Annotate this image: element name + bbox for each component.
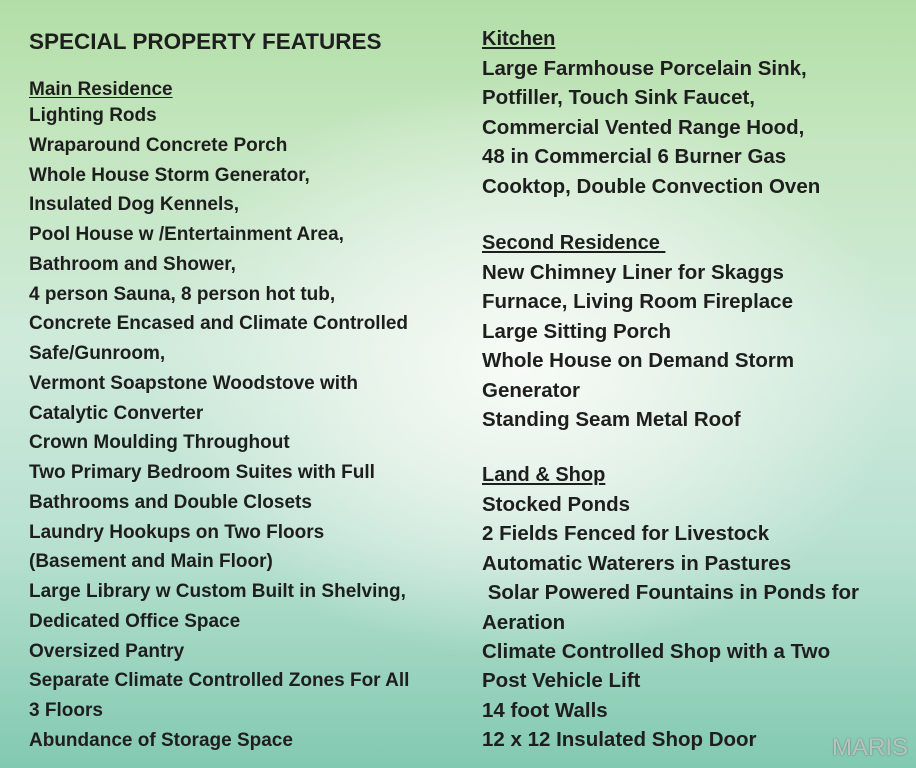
list-item: 3 Floors	[29, 700, 103, 721]
list-item: (Basement and Main Floor)	[29, 551, 273, 573]
list-item: Wraparound Concrete Porch	[29, 134, 288, 156]
list-item: Crown Moulding Throughout	[29, 432, 290, 454]
list-item: Insulated Dog Kennels,	[29, 194, 240, 216]
list-item: Whole House on Demand Storm	[482, 349, 795, 373]
list-item: Cooktop, Double Convection Oven	[482, 174, 821, 198]
kitchen-heading: Kitchen	[482, 28, 556, 50]
list-item: 2 Fields Fenced for Livestock	[482, 522, 770, 546]
watermark: MARIS	[831, 734, 908, 761]
land-shop-list	[482, 490, 859, 755]
list-item: Large Sitting Porch	[482, 319, 672, 343]
list-item: Climate Controlled Shop with a Two	[482, 640, 831, 664]
list-item: Stocked Ponds	[482, 493, 631, 516]
list-item: Automatic Waterers in Pastures	[482, 551, 792, 575]
list-item: Abundance of Storage Space	[29, 729, 293, 751]
list-item: New Chimney Liner for Skaggs	[482, 261, 784, 284]
list-item: Potfiller, Touch Sink Faucet,	[482, 86, 755, 110]
page-title: SPECIAL PROPERTY FEATURES	[29, 29, 382, 54]
list-item: Solar Powered Fountains in Ponds for	[482, 581, 860, 605]
list-item: Concrete Encased and Climate Controlled	[29, 313, 409, 335]
list-item: Whole House Storm Generator,	[29, 164, 310, 186]
list-item: Pool House w /Entertainment Area,	[29, 224, 344, 245]
list-item: Commercial Vented Range Hood,	[482, 115, 805, 139]
list-item: Standing Seam Metal Roof	[482, 408, 741, 432]
list-item: 4 person Sauna, 8 person hot tub,	[29, 283, 336, 305]
land-shop-heading: Land & Shop	[482, 464, 606, 486]
main-residence-heading: Main Residence	[29, 79, 173, 100]
list-item: 14 foot Walls	[482, 698, 608, 722]
list-item: Dedicated Office Space	[29, 610, 241, 632]
list-item: Separate Climate Controlled Zones For All	[29, 670, 410, 692]
list-item: Post Vehicle Lift	[482, 669, 641, 693]
list-item: Bathrooms and Double Closets	[29, 491, 312, 513]
kitchen-list	[482, 54, 820, 201]
list-item: Furnace, Living Room Fireplace	[482, 290, 793, 314]
second-residence-list	[482, 258, 794, 434]
list-item: Large Farmhouse Porcelain Sink,	[482, 57, 807, 80]
list-item: Safe/Gunroom,	[29, 343, 166, 364]
list-item: 12 x 12 Insulated Shop Door	[482, 728, 757, 752]
second-residence-heading: Second Residence	[482, 232, 666, 254]
list-item: Oversized Pantry	[29, 640, 185, 662]
main-residence-list	[29, 101, 409, 756]
list-item: 48 in Commercial 6 Burner Gas	[482, 145, 787, 169]
list-item: Catalytic Converter	[29, 402, 204, 424]
list-item: Vermont Soapstone Woodstove with	[29, 372, 359, 394]
list-item: Two Primary Bedroom Suites with Full	[29, 462, 375, 483]
list-item: Aeration	[482, 610, 566, 634]
list-item: Large Library w Custom Built in Shelving,	[29, 581, 406, 602]
list-item: Bathroom and Shower,	[29, 253, 236, 275]
list-item: Generator	[482, 378, 580, 402]
list-item: Laundry Hookups on Two Floors	[29, 521, 325, 543]
list-item: Lighting Rods	[29, 105, 157, 126]
